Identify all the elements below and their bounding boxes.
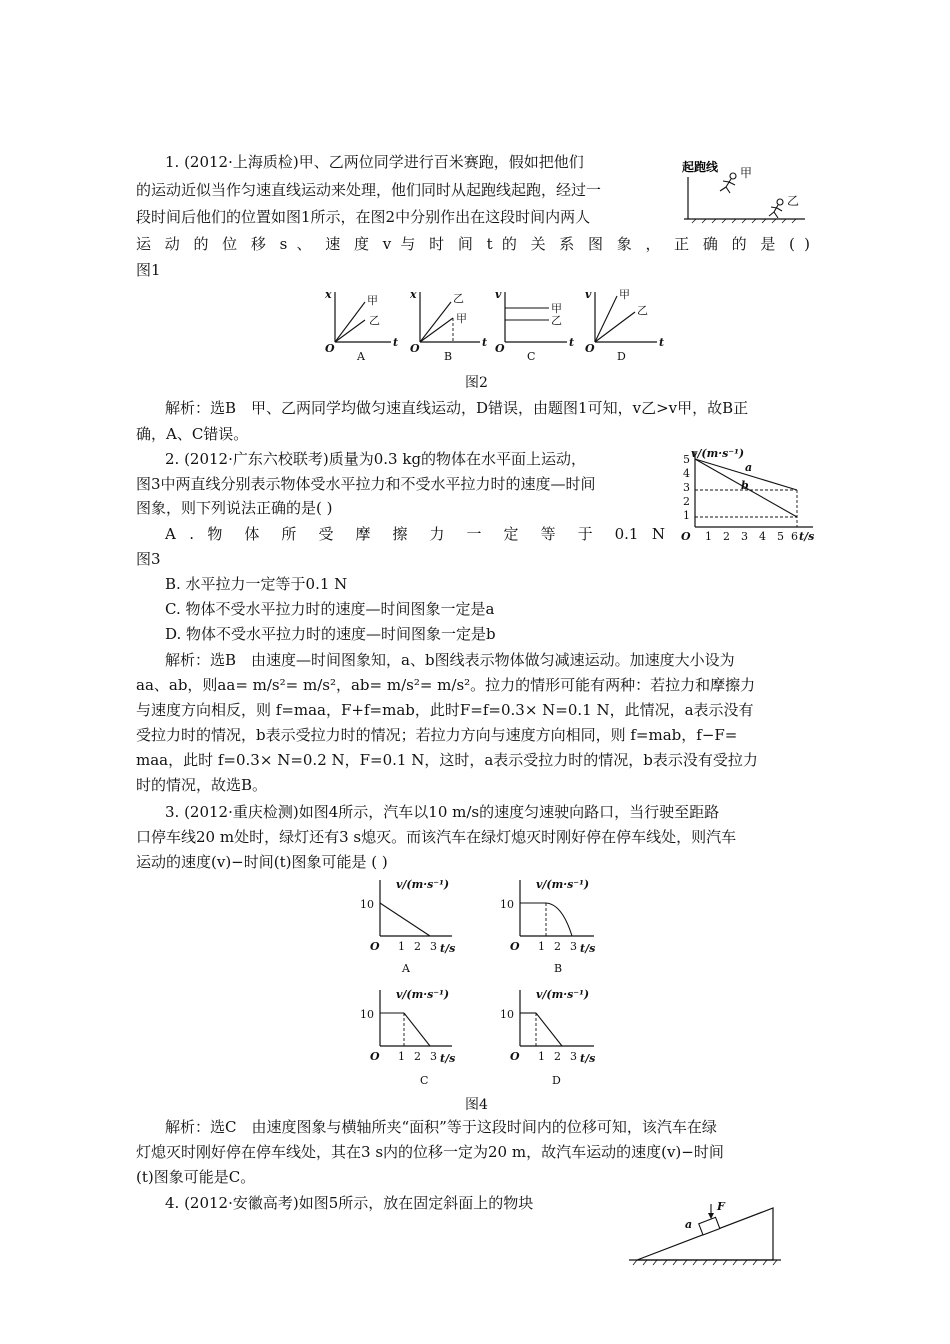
svg-text:10: 10 <box>360 898 374 911</box>
q2-xticks <box>705 530 798 543</box>
q2-line-3: 图象，则下列说法正确的是( ) <box>136 499 333 517</box>
q1-line-2: 的运动近似当作匀速直线运动来处理，他们同时从起跑线起跑，经过一 <box>136 181 602 199</box>
q3-line-2: 口停车线20 m处时，绿灯还有3 s熄灭。而该汽车在绿灯熄灭时刚好停在停车线处，则汽车 <box>136 828 737 846</box>
q3-line-3: 运动的速度(v)−时间(t)图象可能是 ( ) <box>136 853 388 871</box>
graph-c-lower-label: 乙 <box>551 314 562 327</box>
svg-text:2: 2 <box>683 495 690 508</box>
q1-fig2-caption: 图2 <box>465 375 488 391</box>
graph-d-origin: O <box>585 342 595 355</box>
q3-graph-a <box>360 878 455 975</box>
svg-text:O: O <box>510 1050 520 1063</box>
svg-text:1: 1 <box>398 1050 405 1063</box>
graph-b-origin: O <box>410 342 420 355</box>
graph-b-option: B <box>444 350 453 362</box>
q1-line-3: 段时间后他们的位置如图1所示，在图2中分别作出在这段时间内两人 <box>136 208 591 226</box>
q3-graph-b <box>500 878 595 975</box>
q2-origin: O <box>681 530 691 543</box>
q3-fig4-caption: 图4 <box>465 1097 488 1113</box>
q2-analysis-3: 与速度方向相反，则 f=maa，F+f=mab，此时F=f=0.3× N=0.1 N，此情况，a表示没有 <box>136 701 754 719</box>
svg-text:3: 3 <box>430 1050 437 1063</box>
graph-c-upper-label: 甲 <box>551 302 562 315</box>
block-label: a <box>685 1218 693 1231</box>
q2-option-c: C. 物体不受水平拉力时的速度—时间图象一定是a <box>165 600 495 618</box>
graph-c-yaxis-label: v <box>495 288 502 301</box>
svg-text:3: 3 <box>683 481 690 494</box>
svg-text:10: 10 <box>500 898 514 911</box>
svg-text:t/s: t/s <box>580 942 596 955</box>
svg-text:C: C <box>420 1074 429 1087</box>
q3-graph-c <box>360 988 455 1087</box>
graph-d <box>585 288 664 362</box>
q2-analysis-4: 受拉力时的情况，b表示受拉力时的情况；若拉力方向与速度方向相同，则 f=mab，f−F= <box>136 726 738 744</box>
graph-d-option: D <box>617 350 626 362</box>
svg-text:5: 5 <box>777 530 784 543</box>
runner-a-label: 甲 <box>740 166 753 180</box>
svg-text:v/(m·s⁻¹): v/(m·s⁻¹) <box>396 878 450 891</box>
q3-analysis-2: 灯熄灭时刚好停在停车线处，其在3 s内的位移一定为20 m，故汽车运动的速度(v)−时间 <box>136 1143 724 1161</box>
q2-analysis-1: 解析：选B 由速度—时间图象知，a、b图线表示物体做匀减速运动。加速度大小设为 <box>165 651 735 669</box>
q3-figure-4 <box>340 872 620 1090</box>
q2-yticks <box>683 453 690 522</box>
graph-c-option: C <box>527 350 536 362</box>
svg-text:3: 3 <box>430 940 437 953</box>
graph-c <box>495 288 574 362</box>
svg-text:B: B <box>554 962 563 975</box>
svg-text:O: O <box>370 1050 380 1063</box>
graph-b-yaxis-label: x <box>410 288 417 301</box>
graph-a-yaxis-label: x <box>325 288 332 301</box>
q2-xlabel: t/s <box>799 530 815 543</box>
svg-text:O: O <box>510 940 520 953</box>
svg-text:2: 2 <box>554 1050 561 1063</box>
q3-analysis-1: 解析：选C 由速度图象与横轴所夹“面积”等于这段时间内的位移可知，该汽车在绿 <box>165 1118 717 1136</box>
graph-a-upper-label: 甲 <box>367 294 378 307</box>
svg-text:1: 1 <box>538 940 545 953</box>
q2-label-b: b <box>741 479 749 492</box>
graph-b-xaxis-label: t <box>482 336 488 349</box>
svg-text:3: 3 <box>570 1050 577 1063</box>
graph-a-lower-label: 乙 <box>369 314 380 327</box>
q1-analysis-1: 解析：选B 甲、乙两同学均做匀速直线运动，D错误，由题图1可知，v乙>v甲，故B正 <box>165 399 749 417</box>
graph-c-origin: O <box>495 342 505 355</box>
svg-text:2: 2 <box>414 1050 421 1063</box>
force-label: F <box>717 1200 725 1213</box>
q2-option-b: B. 水平拉力一定等于0.1 N <box>165 575 348 593</box>
q2-figure-3 <box>675 445 825 543</box>
graph-a <box>324 288 398 362</box>
q1-figure-2 <box>315 282 670 362</box>
block-icon <box>699 1217 720 1235</box>
svg-text:3: 3 <box>741 530 748 543</box>
svg-text:10: 10 <box>360 1008 374 1021</box>
svg-text:t/s: t/s <box>440 1052 456 1065</box>
graph-c-xaxis-label: t <box>569 336 575 349</box>
q1-analysis-2: 确，A、C错误。 <box>136 425 249 443</box>
q2-analysis-6: 时的情况，故选B。 <box>136 776 268 794</box>
q2-analysis-2: aa、ab，则aa= m/s²= m/s²，ab= m/s²= m/s²。拉力的情形可能有两种：若拉力和摩擦力 <box>136 676 756 694</box>
q2-ylabel: v/(m·s⁻¹) <box>691 447 745 460</box>
q2-line-1: 2. (2012·广东六校联考)质量为0.3 kg的物体在水平面上运动， <box>165 450 587 468</box>
svg-text:D: D <box>552 1074 561 1087</box>
svg-text:4: 4 <box>683 467 690 480</box>
svg-text:A: A <box>402 962 410 975</box>
svg-text:v/(m·s⁻¹): v/(m·s⁻¹) <box>536 988 590 1001</box>
runner-b-label: 乙 <box>787 194 800 208</box>
svg-text:t/s: t/s <box>440 942 456 955</box>
svg-text:1: 1 <box>538 1050 545 1063</box>
svg-text:2: 2 <box>723 530 730 543</box>
q1-fig1-caption: 图1 <box>136 261 161 279</box>
q3-line-1: 3. (2012·重庆检测)如图4所示，汽车以10 m/s的速度匀速驶向路口，当行驶至距路 <box>165 803 720 821</box>
q1-line-4: 运 动 的 位 移 s 、 速 度 v 与 时 间 t 的 关 系 图 象 ， 正 确 的 是 ( ) <box>136 235 810 253</box>
start-line-label: 起跑线 <box>682 160 719 174</box>
svg-text:4: 4 <box>759 530 766 543</box>
q2-analysis-5: maa，此时 f=0.3× N=0.2 N，F=0.1 N，这时，a表示受拉力时的情况，b表示没有受拉力 <box>136 751 758 769</box>
svg-text:v/(m·s⁻¹): v/(m·s⁻¹) <box>396 988 450 1001</box>
runner-a-icon <box>720 173 736 193</box>
svg-text:1: 1 <box>683 509 690 522</box>
svg-text:2: 2 <box>554 940 561 953</box>
graph-d-lower-label: 乙 <box>637 304 648 317</box>
graph-d-yaxis-label: v <box>585 288 592 301</box>
q4-figure-5 <box>625 1198 785 1270</box>
runner-b-icon <box>769 199 783 218</box>
q4-line-1: 4. (2012·安徽高考)如图5所示，放在固定斜面上的物块 <box>165 1194 534 1212</box>
svg-text:O: O <box>370 940 380 953</box>
q2-line-2: 图3中两直线分别表示物体受水平拉力和不受水平拉力时的速度—时间 <box>136 475 596 493</box>
svg-text:v/(m·s⁻¹): v/(m·s⁻¹) <box>536 878 590 891</box>
svg-text:6: 6 <box>791 530 798 543</box>
graph-b <box>409 288 487 362</box>
q2-fig3-caption: 图3 <box>136 550 161 568</box>
svg-text:t/s: t/s <box>580 1052 596 1065</box>
q2-label-a: a <box>745 461 753 474</box>
graph-d-xaxis-label: t <box>659 336 665 349</box>
q1-line-1: 1. (2012·上海质检)甲、乙两位同学进行百米赛跑，假如把他们 <box>165 153 584 171</box>
svg-text:3: 3 <box>570 940 577 953</box>
q3-analysis-3: (t)图象可能是C。 <box>136 1168 256 1186</box>
graph-a-xaxis-label: t <box>393 336 399 349</box>
q2-option-a: A . 物 体 所 受 摩 擦 力 一 定 等 于 0.1 N <box>165 525 665 543</box>
svg-text:2: 2 <box>414 940 421 953</box>
svg-text:1: 1 <box>705 530 712 543</box>
svg-text:1: 1 <box>398 940 405 953</box>
svg-text:5: 5 <box>683 453 690 466</box>
svg-text:10: 10 <box>500 1008 514 1021</box>
q1-figure-1 <box>680 155 810 225</box>
graph-a-option: A <box>357 350 365 362</box>
graph-b-upper-label: 乙 <box>453 292 464 305</box>
q3-graph-d <box>500 988 595 1087</box>
graph-b-lower-label: 甲 <box>456 312 467 325</box>
graph-d-upper-label: 甲 <box>619 288 630 301</box>
q2-option-d: D. 物体不受水平拉力时的速度—时间图象一定是b <box>165 625 496 643</box>
graph-a-origin: O <box>325 342 335 355</box>
